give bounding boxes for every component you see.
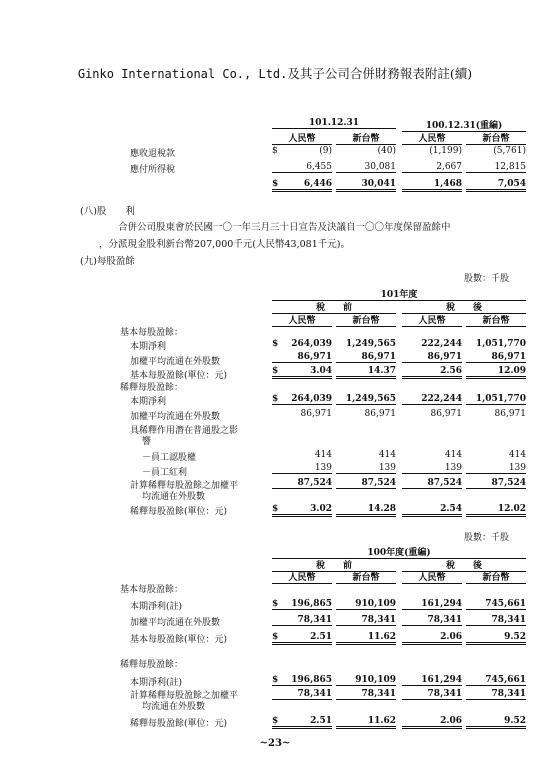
section-title: (八)股 利 [80,206,135,217]
cell: 12.09 [466,366,526,379]
page-header [0,64,550,82]
cell: 139 [336,463,396,474]
section-title: (九)每股盈餘 [80,256,135,267]
row-label: 加權平均流通在外股數 [130,618,221,628]
cell: 414 [314,450,332,460]
cell: 264,039 [291,339,332,349]
cell: 414 [378,450,396,460]
cell: 14.28 [336,504,396,517]
tax-period2: 100.12.31(重編) [402,118,526,132]
dollar-sign: $ [272,179,279,189]
cell: 3.04 [272,366,332,379]
unit-label: 股數：千股 [464,274,510,284]
tax-col-1: 新台幣 [336,131,396,145]
company-name: Ginko International Co., Ltd. [77,67,288,81]
cell: 1,051,770 [466,394,526,405]
group-title: 稀釋每股盈餘： [120,383,184,393]
row-label: 加權平均流通在外股數 [130,412,221,422]
cell: 2.51 [272,632,332,645]
cell: 745,661 [466,599,526,610]
cell: 222,244 [421,339,462,349]
cell: 78,341 [466,615,526,626]
tax-cell: 12,815 [466,162,526,173]
cell: 87,524 [466,478,526,489]
cell: 139 [272,463,332,474]
dollar-sign: $ [272,366,279,376]
group-title: 稀釋每股盈餘： [120,660,184,670]
cell: 78,341 [466,689,526,700]
cell: 196,865 [272,599,332,610]
cell: 9.52 [466,632,526,645]
cell: 2.56 [402,366,462,379]
row-label: 稀釋每股盈餘(單位：元) [130,719,228,729]
cell: 139 [402,463,462,474]
row-label: －員工紅利 [142,468,188,478]
tax-cell: (1,199) [429,146,462,156]
cell: 87,524 [336,478,396,489]
row-label: 基本每股盈餘(單位：元) [130,371,228,381]
group-title: 基本每股盈餘： [120,328,184,338]
group-title: 基本每股盈餘： [120,585,184,595]
cell: 86,971 [364,409,396,419]
cell: 86,971 [272,352,332,363]
currency-col: 人民幣 [402,570,462,584]
cell: 910,109 [336,599,396,610]
tax-cell: (40) [377,146,396,156]
tax-row-label: 應收退稅款 [130,149,176,159]
cell: 414 [444,450,462,460]
tax-col-2: 人民幣 [402,131,462,145]
post-tax-header: 稅 後 [402,300,526,314]
cell: 264,039 [272,394,332,405]
row-label: 本期淨利(註) [130,678,183,688]
row-label: 稀釋每股盈餘(單位：元) [130,507,228,517]
cell: 78,341 [402,615,462,626]
paragraph-line: ，分派現金股利新台幣207,000千元(人民幣43,081千元)。 [99,239,350,250]
cell: 3.02 [272,504,332,517]
pre-tax-header: 稅 前 [272,558,396,572]
cell: 78,341 [336,615,396,626]
row-label: 計算稀釋每股盈餘之加權平 [130,481,239,491]
tax-period1: 101.12.31 [272,118,396,129]
cell: 11.62 [336,632,396,645]
currency-col: 新台幣 [336,570,396,584]
tax-total-cell: 30,041 [336,179,396,192]
cell: 196,865 [272,675,332,686]
cell: 78,341 [272,689,332,700]
row-label: －員工認股權 [142,453,197,463]
dollar-sign: $ [272,632,279,642]
dollar-sign: $ [272,394,279,404]
header-suffix: 及其子公司合併財務報表附註(續) [287,66,473,81]
row-label: 加權平均流通在外股數 [130,357,221,367]
cell: 2.06 [402,632,462,645]
row-label: 具稀釋作用潛在普通股之影 [130,426,239,436]
cell: 87,524 [272,478,332,489]
cell: 86,971 [336,352,396,363]
cell: 1,249,565 [336,394,396,405]
cell: 2.06 [402,716,462,729]
currency-col: 人民幣 [272,313,332,327]
cell: 87,524 [402,478,462,489]
cell: 139 [466,463,526,474]
currency-col: 新台幣 [466,570,526,584]
cell: 86,971 [430,409,462,419]
tax-total-cell: 7,054 [466,179,526,192]
currency-col: 新台幣 [466,313,526,327]
paragraph-line: 合併公司股東會於民國一〇一年三月三十日宣告及決議自一〇〇年度保留盈餘中 [118,222,451,233]
row-label: 響 [142,437,152,447]
row-label: 本期淨利 [130,342,167,352]
cell: 161,294 [402,675,462,686]
cell: 11.62 [336,716,396,729]
dollar-sign: $ [272,339,279,349]
cell: 78,341 [336,689,396,700]
cell: 86,971 [494,409,526,419]
tax-cell: (9) [319,146,332,156]
tax-total-cell: 1,468 [402,179,462,192]
cell: 222,244 [402,394,462,405]
tax-row-label: 應付所得稅 [130,165,176,175]
tax-col-0: 人民幣 [272,131,332,145]
tax-col-3: 新台幣 [466,131,526,145]
row-label: 基本每股盈餘(單位：元) [130,635,228,645]
currency-col: 新台幣 [336,313,396,327]
row-label: 均流通在外股數 [142,492,206,502]
cell: 2.51 [272,716,332,729]
cell: 1,051,770 [475,339,526,349]
tax-cell: 30,081 [336,162,396,173]
cell: 910,109 [336,675,396,686]
dollar-sign: $ [272,675,279,685]
dollar-sign: $ [272,504,279,514]
cell: 12.02 [466,504,526,517]
cell: 14.37 [336,366,396,379]
tax-cell: 2,667 [402,162,462,173]
year-header: 100年度(重編) [272,545,526,559]
dollar-sign: $ [272,716,279,726]
dollar-sign: $ [272,146,278,156]
cell: 161,294 [402,599,462,610]
tax-total-cell: 6,446 [272,179,332,192]
cell: 2.54 [402,504,462,517]
cell: 86,971 [402,352,462,363]
currency-col: 人民幣 [272,570,332,584]
cell: 86,971 [466,352,526,363]
cell: 745,661 [466,675,526,686]
cell: 414 [508,450,526,460]
row-label: 本期淨利 [130,397,167,407]
row-label: 均流通在外股數 [142,702,206,712]
cell: 1,249,565 [345,339,396,349]
pre-tax-header: 稅 前 [272,300,396,314]
currency-col: 人民幣 [402,313,462,327]
cell: 78,341 [272,615,332,626]
tax-cell: 6,455 [272,162,332,173]
row-label: 計算稀釋每股盈餘之加權平 [130,691,239,701]
cell: 9.52 [466,716,526,729]
cell: 86,971 [300,409,332,419]
dollar-sign: $ [272,599,279,609]
unit-label: 股數：千股 [464,533,510,543]
year-header: 101年度 [272,287,526,301]
tax-cell: (5,761) [493,146,526,156]
page-number: ~23~ [259,738,291,749]
post-tax-header: 稅 後 [402,558,526,572]
cell: 78,341 [402,689,462,700]
row-label: 本期淨利(註) [130,602,183,612]
